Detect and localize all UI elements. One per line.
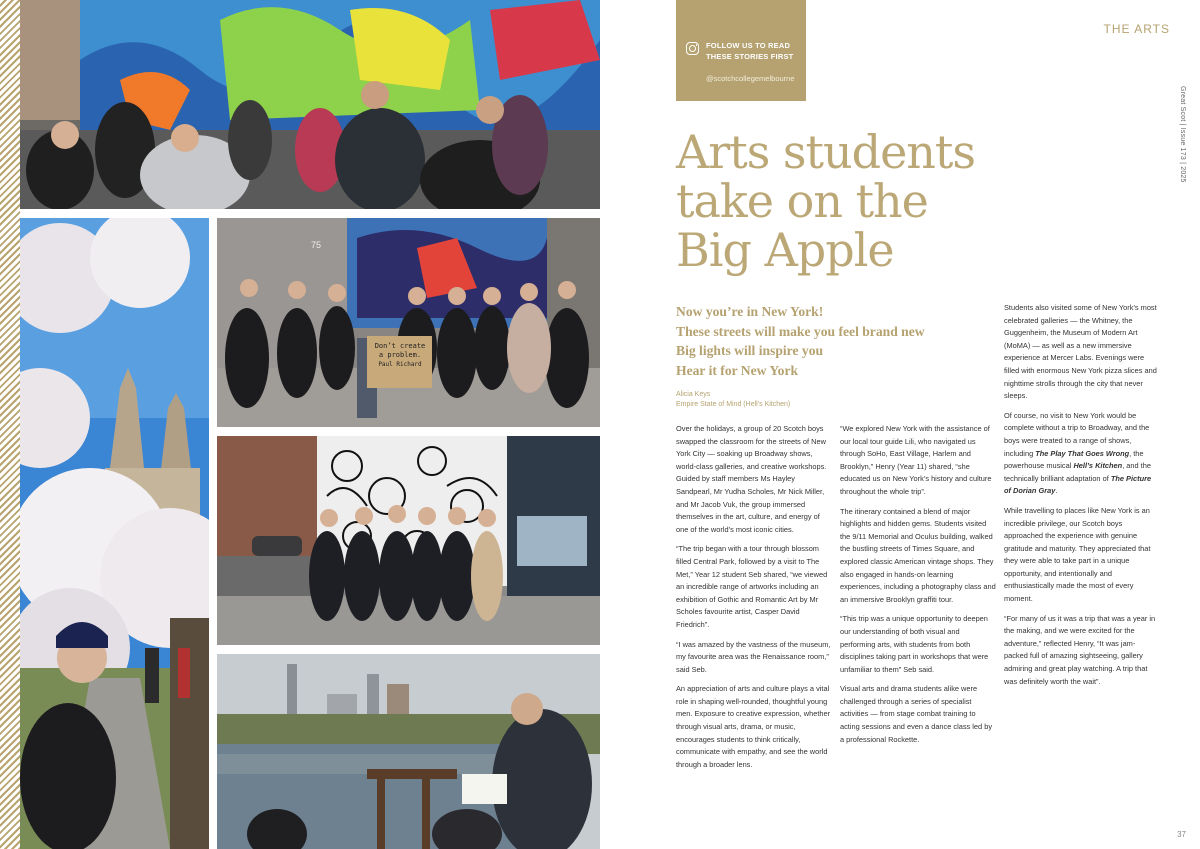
title-line-3: Big Apple: [676, 223, 894, 277]
lyric-line: Big lights will inspire you: [676, 343, 824, 358]
decorative-stripe-border: [0, 0, 20, 849]
article-title: [676, 125, 1016, 277]
section-label: THE ARTS: [1103, 22, 1170, 36]
instagram-icon: [686, 42, 699, 55]
instagram-handle[interactable]: @scotchcollegemelbourne: [706, 74, 795, 83]
page-number: 37: [1177, 830, 1186, 839]
follow-us-box[interactable]: [676, 0, 806, 101]
publication-info: Great Scot | Issue 173 | 2025: [1179, 86, 1186, 183]
body-column-3: [1004, 302, 1158, 695]
sign-line-1: Don’t create: [374, 342, 426, 350]
follow-line-2: THESE STORIES FIRST: [706, 52, 794, 61]
body-paragraph: “The trip began with a tour through blossom filled Central Park, followed by a visit to The Met,” Year 12 student Seb shared, “we viewed an incredible range of artworks including an exhibition of Gothic and Romantic Art by Mr Scholes favourite artist, Casper David Friedrich”.: [676, 544, 828, 629]
photo-number-sign: 75: [311, 240, 322, 250]
lyrics-attribution: [676, 390, 976, 410]
text-run: .: [1055, 486, 1058, 496]
body-paragraph-shows: [1004, 410, 1158, 498]
show-title: The Play That Goes Wrong: [1035, 448, 1130, 458]
attribution-artist: Alicia Keys: [676, 391, 711, 398]
title-line-1: Arts students: [676, 125, 976, 179]
attribution-song: Empire State of Mind (Hell’s Kitchen): [676, 401, 791, 408]
body-paragraph: Visual arts and drama students alike were challenged through a series of specialist activities — from stage combat training to acting sessions and even a dance class led by a professional Rockette.: [840, 684, 993, 744]
show-title: The Picture of Dorian Gray: [1004, 473, 1152, 496]
follow-line-1: FOLLOW US TO READ: [706, 41, 791, 50]
sign-line-3: Paul Richard: [378, 361, 422, 368]
body-paragraph: Over the holidays, a group of 20 Scotch boys swapped the classroom for the streets of New York City — soaking up Broadway shows, world-class galleries, and creative workshops. Guided by staff members Ms Hayley Sandpearl, Mr Yudha Scholes, Mr Nick Miller, and Mr Jacob Vuk, the group immersed themselves in the art, culture, and energy of one of the world’s most iconic cities.: [676, 424, 827, 534]
body-paragraph: “This trip was a unique opportunity to deepen our understanding of both visual and performing arts, with students from both disciplines taking part in workshops that were unfamiliar to them” Seb said.: [840, 614, 989, 674]
photo-group-with-sign: [217, 218, 600, 427]
lyric-line: Now you’re in New York!: [676, 304, 824, 319]
title-line-2: take on the: [676, 174, 928, 228]
photo-central-park-blossom: [20, 218, 209, 849]
body-column-1: [676, 423, 832, 778]
cardboard-sign-text: [369, 342, 431, 369]
body-paragraph: The itinerary contained a blend of major highlights and hidden gems. Students visited the 9/11 Memorial and Oculus building, walked the bustling streets of Times Square, and explored classic American vintage shops. They also engaged in hands-on learning experiences, including a photography class and an immersive Brooklyn graffiti tour.: [840, 506, 996, 604]
photo-doodle-mural-group: [217, 436, 600, 645]
body-paragraph: While travelling to places like New York is an incredible privilege, our Scotch boys approached the experience with genuine gratitude and maturity. They appreciated that they were able to take part in a unique opportunity, and intentionally and enthusiastically made the most of every moment.: [1004, 505, 1151, 604]
body-paragraph: “I was amazed by the vastness of the museum, my favourite area was the Renaissance room,” said Seb.: [676, 639, 831, 674]
sign-line-2: a problem.: [378, 351, 422, 359]
text-run: , and the technically brilliant adaptation of: [1004, 461, 1151, 483]
photo-pond-sketching: [217, 654, 600, 849]
show-title: Hell’s Kitchen: [1073, 461, 1123, 471]
lyric-line: Hear it for New York: [676, 362, 799, 378]
pull-quote-lyrics: [676, 302, 976, 380]
text-run: , the powerhouse musical: [1004, 448, 1144, 471]
photo-graffiti-wall-group: [20, 0, 600, 209]
body-paragraph: Students also visited some of New York’s most celebrated galleries — the Whitney, the Guggenheim, the Museum of Modern Art (MoMA) — as well as a new immersive experience at Mercer Labs. Evenings were filled with enormous New York pizza slices and nighttime strolls through the city that never sleeps.: [1004, 303, 1157, 401]
body-paragraph: “For many of us it was a trip that was a year in the making, and we were excited for the adventure,” reflected Henry, “It was jam-packed full of amazing sightseeing, gallery admiring and great play watching. A trip that was definitely worth the wait”.: [1004, 613, 1156, 686]
text-run: Of course, no visit to New York would be complete without a trip to Broadway, and the boys were treated to a range of shows, including: [1004, 410, 1150, 458]
body-paragraph: An appreciation of arts and culture plays a vital role in shaping well-rounded, thoughtful young men. Exposure to creative expression, whether through visual arts, drama, or music, encourages students to think critically, communicate with empathy, and see the world through a broader lens.: [676, 684, 831, 769]
body-column-2: [840, 423, 996, 753]
follow-text: [706, 40, 793, 62]
lyric-line: These streets will make you feel brand new: [676, 323, 925, 339]
body-paragraph: “We explored New York with the assistance of our local tour guide Lili, who navigated us through SoHo, East Village, Harlem and Brooklyn,” Henry (Year 11) shared, “she educated us on New York’s history and culture throughout the whole trip”.: [840, 424, 992, 496]
